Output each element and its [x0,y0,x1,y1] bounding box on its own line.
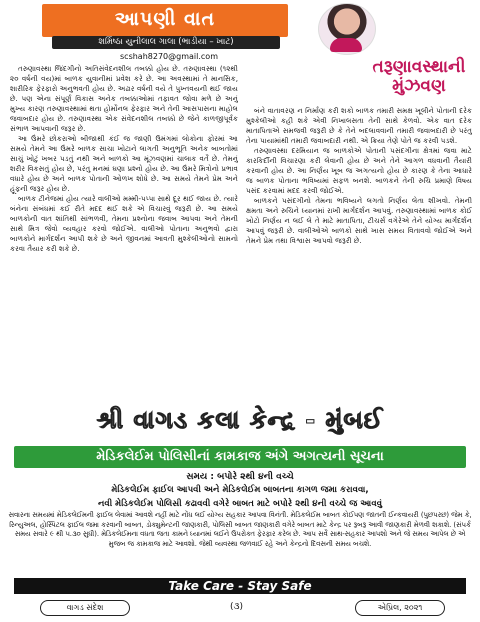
author-name: શર્મિષ્ઠા યુનીલાલ ગાલા (ભાડીયા – ખાટ) [52,36,280,49]
author-photo-shoulders [330,38,362,52]
paragraph: બંને વાતાવરણ ન નિર્માણ કરી શકો બાળક તમારી સમક્ષ ખૂલીને પોતાની દરેક મુશ્કેલીઓ કહી શકે એવી નિખાલસતા તેની સાથે કેળવો. એક વાત દરેક માતાપિતાએ સમજવી જરૂરી છે કે તેને બદલાવવાની તમારી જવાબદારી છે પરંતુ તેના પાયામાંથી તમારી જવાબદારી નથી. એ ક્રિયા તેણે પોતે જ કરવી પડશે. [246,106,472,145]
article-title: તરૂણાવસ્થાની મુંઝવણ [372,57,466,96]
issue-date: એપ્રિલ, ૨૦૨૧ [355,600,445,616]
ad-subtitle: મેડિકલેઈમ પોલિસીનાં કામકાજ અંગે અગત્યની સૂચના [14,446,466,468]
article-right-column [246,106,472,394]
ad-body: સવારના સમયમાં મેડિકલેઈમની ફાઈલ લેવામાં આવશે નહીં માટે નોંધ લઈ યોગ્ય સહકાર આપવા વિનંતી. મેડિકલેઈમ બાબત કોઈપણ જાતની ઈન્કવાયરી (પુછપરછ) જેમ કે, રિન્યુઅલ, હોસ્પિટલ ફાઈલ જમા કરવાની બાબત, ડોક્યુમેન્ટની જાણકારી, પોલિસી બાબત જાણકારી વગેરે બાબત માટે કેન્દ્ર પર રૂબરૂ આવી જાણકારી મેળવી શકાશે. (સંપર્ક સમય સવારે ૯ થી ૫.૩૦ સુધી). મેડિકલેઈમના વધતા જતા કામને ધ્યાનમાં લઈને ઉપરોક્ત ફેરફાર કરેલ છે. આપ સર્વે સાથ-સહકાર આપશો અને જે સમય આપેલ છે એ મુજબ જ કામકાજ માટે આવશો. જેથી વ્યવસ્થા જળવાઈ રહે અને કેન્દ્રનો દિવસની સમય બચશે. [8,511,472,548]
ad-notice-line-2: નવી મેડિકલેઈમ પોલિસી કઢાવવી વગેરે બાબત માટે બપોરે ૨થી ૪ની વચ્ચે જ આવવું [97,499,383,509]
ad-notice-line-1: મેડિકલેઈમ ફાઈલ આપવી અને મેડિકલેઈમ બાબતના કાગળ જમા કરાવવા, [111,485,369,495]
publication-name: વાગડ સંદેશ [40,600,130,616]
paragraph: બાળક ટીનેજમાં હોય ત્યારે વાલીઓ મમ્મી-પપ્પા સાથે દૂર થઈ જાય છે. ત્યારે બંનેના સંબંધમાં કઈ રીતે મદદ થઈ શકે એ વિચારવું જરૂરી છે. આ સમયે બાળકોની વાત શાંતિથી સાંભળવી, તેમના પ્રશ્નોના જવાબ આપવા અને તેમની સાથે મિત્ર જેવો વ્યવહાર કરવો જોઈએ. વાલીઓ પોતાના અનુભવો દ્વારા બાળકોને માર્ગદર્શન આપી શકે છે અને જીવનમાં આવતી મુશ્કેલીઓનો સામનો કરવા તૈયાર કરી શકે છે. [10,194,238,253]
paragraph: તરુણાવસ્થા જિંદગીનો અતિસંવેદનશીલ તબક્કો હોય છે. તરુણાવસ્થા (૧૨થી ૨૦ વર્ષની વય)માં બાળક યુવાનીમાં પ્રવેશ કરે છે. આ અવસ્થામાં તે માનસિક, શારીરિક ફેરફારો અનુભવતી હોય છે. અઢાર વર્ષની વયે તે પુખ્તવયની થઈ જાય છે. પણ એના સંપૂર્ણ વિકાસ અનેક તબક્કાઓમાં તફાવત જોવા મળે છે અનું મુખ્ય કારણ તરુણાવસ્થામાં થતા હોર્મોનલ ફેરફાર અને તેની આસપાસના માહોલ જવાબદાર હોય છે. તરુણાવસ્થા એક સંવેદનશીલ તબક્કો છે જેને કાળજીપૂર્વક સંભાળ આપવાની જરૂર છે. [10,64,238,133]
column-header-banner [42,4,288,37]
page-number: (૩) [230,602,244,612]
paragraph: તરુણાવસ્થા દરમિયાન જ બાળકોએ પોતાની પસંદગીના ક્ષેત્રમાં જવા માટે કારકિર્દીની વિચારણા કરી લેવાની હોય છે અને તેને આગળ વધવાની તૈયારી કરવાની હોય છે. આ નિર્ણય ખૂબ જ અગત્યનો હોય છે કારણ કે તેના આધારે જ બાળક પોતાના ભવિષ્યમાં સફળ બનશે. બાળકને તેની રુચિ પ્રમાણે વિષય પસંદ કરવામાં મદદ કરવી જોઈએ. [246,146,472,195]
slogan-strip: Take Care - Stay Safe [14,578,466,594]
ad-time: સમય : બપોરે ૨થી ૪ની વચ્ચે [186,472,294,482]
paragraph: આ ઉંમરે છોકરાઓ બીજાથી કંઈ જ જાણી ઉમંગમાં લોકોના ફોરમાં આ સમયે તેમને આ ઉંમરે બાળક સાચા ખોટાને લાગતી અનુભૂતિ અનેક બાબતોમાં સાચું ખોટું ખબર પડતું નથી અને બાળકો આ મૂંઝવણમાં ચાલાક વર્તે છે. તેમનું શરીર વિકસતું હોય છે, પરંતુ મનમાં ઘણા પ્રશ્નો હોય છે. આ ઉંમરે મિત્રોનો પ્રભાવ વધારે હોય છે અને બાળક પોતાની ઓળખ શોધે છે. આ સમયે તેમને પ્રેમ અને હૂંફની જરૂર હોય છે. [10,134,238,193]
author-email: scshah8270@gmail.com [120,52,218,61]
article-left-column [10,64,238,394]
column-title: આપણી વાત [114,8,216,30]
paragraph: બાળકને પસંદગીનો તેમના ભવિષ્યને લગતો નિર્ણય લેતા શીખવો. તેમની ક્ષમતા અને રુચિને ધ્યાનમાં રાખી માર્ગદર્શન આપવું. તરુણાવસ્થામાં બાળક કોઈ ખોટો નિર્ણય ન લઈ લે તે માટે માતાપિતા, ટીચર્સ વગેરેએ તેને યોગ્ય માર્ગદર્શન આપવું જરૂરી છે. વાલીઓએ બાળકો સાથે ખાસ સમય વિતાવવો જોઈએ અને તેમને પ્રેમ તથા વિશ્વાસ આપવો જરૂરી છે. [246,196,472,245]
ad-title: શ્રી વાગડ કલા કેન્દ્ર - મુંબઈ [96,406,384,434]
